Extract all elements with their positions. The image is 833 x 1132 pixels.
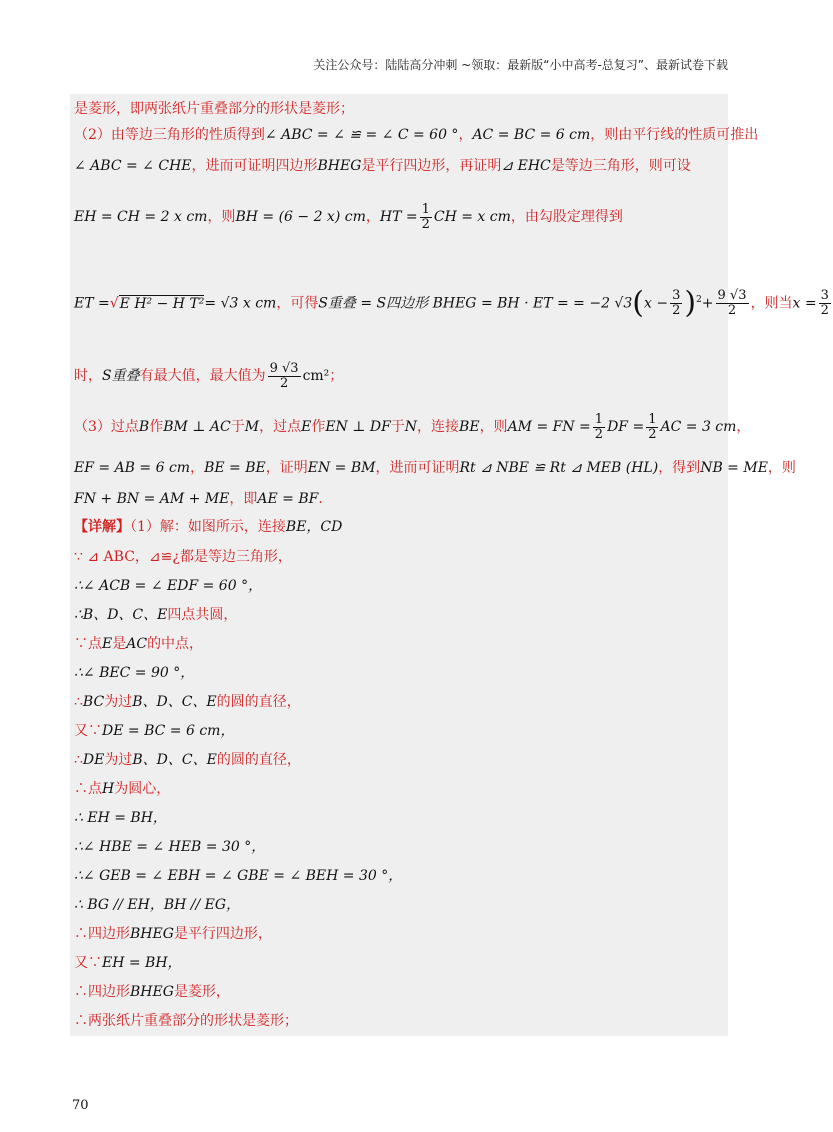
text-line-11: ∵ ⊿ ABC，⊿≌¿都是等边三角形， — [74, 549, 292, 565]
text-line-26: ∴四边形BHEG是菱形， — [74, 984, 230, 1000]
text-line-21: ∴∠ HBE = ∠ HEB = 30 °， — [74, 839, 266, 855]
fraction-three-halves: $\frac{3}{2}$ — [672, 288, 681, 319]
text-line-25: 又∵EH = BH， — [74, 955, 182, 971]
text-line-12: ∴∠ ACB = ∠ EDF = 60 °， — [74, 578, 263, 594]
page-number: 70 — [72, 1098, 89, 1113]
text-line-19: ∴点H为圆心， — [74, 781, 171, 797]
fraction-x-value: $\frac{3}{2}$ — [820, 288, 829, 319]
text-line-24: ∴四边形BHEG是平行四边形， — [74, 926, 272, 942]
text-line-6: 时，S重叠有最大值，最大值为 $\frac{9 √3}{2}$ cm²； — [74, 360, 344, 391]
solution-panel — [70, 94, 829, 1036]
text-line-23: ∴ BG // EH，BH // EG， — [74, 897, 241, 913]
text-line-15: ∴∠ BEC = 90 °， — [74, 665, 195, 681]
text-line-14: ∵点E是AC的中点， — [74, 636, 204, 652]
text-line-17: 又∵DE = BC = 6 cm， — [74, 723, 235, 739]
text-line-2: （2）由等边三角形的性质得到∠ ABC = ∠ ≌ = ∠ C = 60 °，AC = BC = 6 cm，则由平行线的性质可推出 — [74, 127, 759, 143]
text-line-8: EF = AB = 6 cm，BE = BE，证明EN = BM，进而可证明Rt ⊿ NBE ≌ Rt ⊿ MEB (HL)，得到NB = ME，则 — [74, 460, 796, 476]
fraction-one-half: $\frac{1}{2}$ — [421, 201, 430, 232]
text-line-20: ∴ EH = BH， — [74, 810, 167, 826]
detail-label: 【详解】 — [74, 519, 130, 535]
text-line-10: 【详解】（1）解：如图所示，连接BE，CD — [74, 519, 343, 535]
fraction-half-b: $\frac{1}{2}$ — [648, 411, 657, 442]
text-line-4: EH = CH = 2 x cm，则BH = (6 − 2 x) cm，HT = $\frac{1}{2}$ CH = x cm，由勾股定理得到 — [74, 201, 623, 232]
text-line-27: ∴两张纸片重叠部分的形状是菱形； — [74, 1013, 298, 1029]
text-line-7: （3）过点B作BM ⊥ AC于M，过点E作EN ⊥ DF于N，连接BE，则AM = FN = $\frac{1}{2}$ DF = $\frac{1}{2}$ AC = 3 cm， — [74, 411, 751, 442]
text-line-22: ∴∠ GEB = ∠ EBH = ∠ GBE = ∠ BEH = 30 °， — [74, 868, 403, 884]
text-line-18: ∴DE为过B、D、C、E的圆的直径， — [74, 752, 301, 768]
fraction-half-a: $\frac{1}{2}$ — [594, 411, 604, 442]
text-line-3: ∠ ABC = ∠ CHE，进而可证明四边形BHEG是平行四边形，再证明⊿ EHC是等边三角形，则可设 — [74, 158, 691, 174]
page-header: 关注公众号：陆陆高分冲刺 ~领取：最新版“小中高考-总复习”、最新试卷下载 — [313, 58, 728, 72]
text-line-13: ∴B、D、C、E四点共圆， — [74, 607, 238, 623]
text-line-9: FN + BN = AM + ME，即AE = BF. — [74, 491, 323, 507]
text-line-5: ET =√E H² − H T²= √3 x cm，可得S重叠 = S四边形 BHEG = BH · ET = = −2 √3(x − $\frac{3}{2}$ )$^2$+ $\frac{9 √3}{2}$ ，则当x = $\frac{3}{2}$ — [74, 285, 829, 321]
fraction-nine-root3-half: $\frac{9 √3}{2}$ — [717, 288, 747, 319]
fraction-max-value: $\frac{9 √3}{2}$ — [269, 360, 299, 391]
text-line-16: ∴BC为过B、D、C、E的圆的直径， — [74, 694, 301, 710]
text-line-1: 是菱形，即两张纸片重叠部分的形状是菱形； — [74, 101, 354, 117]
